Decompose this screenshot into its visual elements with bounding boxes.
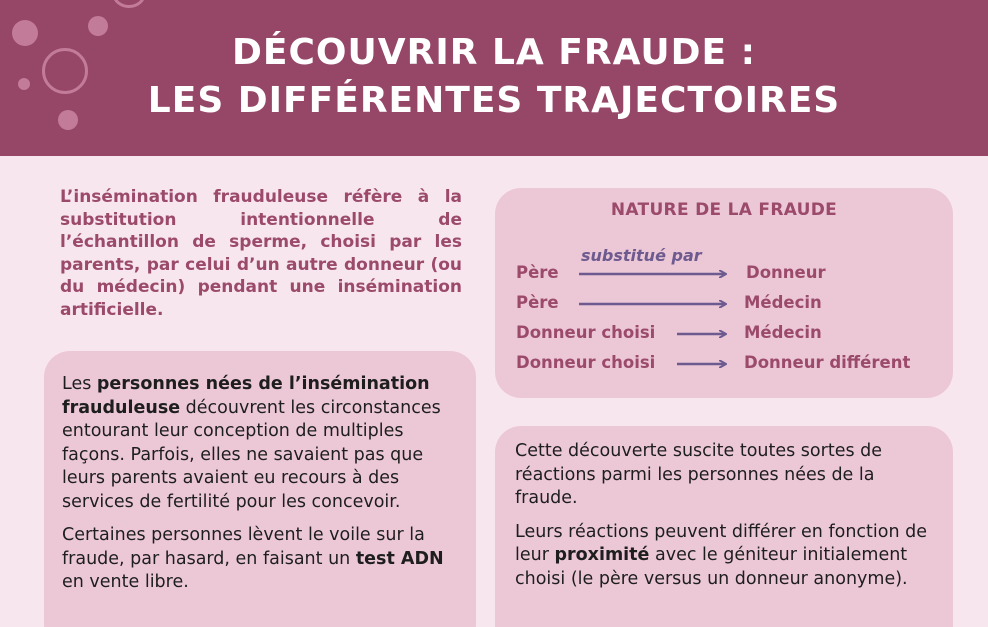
fraud-row-4-from: Donneur choisi: [516, 353, 656, 372]
discovery-card: [44, 351, 476, 627]
page-title-line2: LES DIFFÉRENTES TRAJECTOIRES: [147, 80, 841, 121]
page-title-line1: DÉCOUVRIR LA FRAUDE :: [232, 32, 756, 73]
reactions-paragraph-2: Leurs réactions peuvent différer en fonction de leur proximité avec le géniteur initialement choisi (le père versus un donneur anonyme).: [515, 521, 927, 589]
discovery-paragraph-2: Certaines personnes lèvent le voile sur la fraude, par hasard, en faisant un test ADN en vente libre.: [62, 525, 444, 592]
decor-ring: [112, 0, 146, 8]
reactions-paragraph-1: Cette découverte suscite toutes sortes de réactions parmi les personnes nées de la fraude.: [515, 441, 883, 508]
discovery-paragraph-1: Les personnes nées de l’insémination frauduleuse découvrent les circonstances entourant leur conception de multiples façons. Parfois, elles ne savaient pas que leurs parents avaient eu recours à des services de fertilité pour les concevoir.: [62, 374, 441, 512]
fraud-nature-title: NATURE DE LA FRAUDE: [610, 200, 838, 220]
fraud-row-2-to: Médecin: [744, 293, 822, 312]
fraud-row-1-to: Donneur: [746, 263, 826, 282]
fraud-row-1-from: Père: [516, 263, 559, 282]
fraud-nature-card: [495, 188, 953, 398]
fraud-row-2-from: Père: [516, 293, 559, 312]
header-banner: [0, 0, 988, 156]
reactions-card: [495, 426, 953, 627]
fraud-row-4-to: Donneur différent: [744, 353, 911, 372]
arrow-label: substitué par: [581, 246, 702, 265]
fraud-row-3-from: Donneur choisi: [516, 323, 656, 342]
intro-definition: L’insémination frauduleuse réfère à la substitution intentionnelle de l’échantillon de sperme, choisi par les parents, par celui d’un autre donneur (ou du médecin) pendant une insémination artificielle.: [60, 187, 462, 320]
fraud-row-3-to: Médecin: [744, 323, 822, 342]
